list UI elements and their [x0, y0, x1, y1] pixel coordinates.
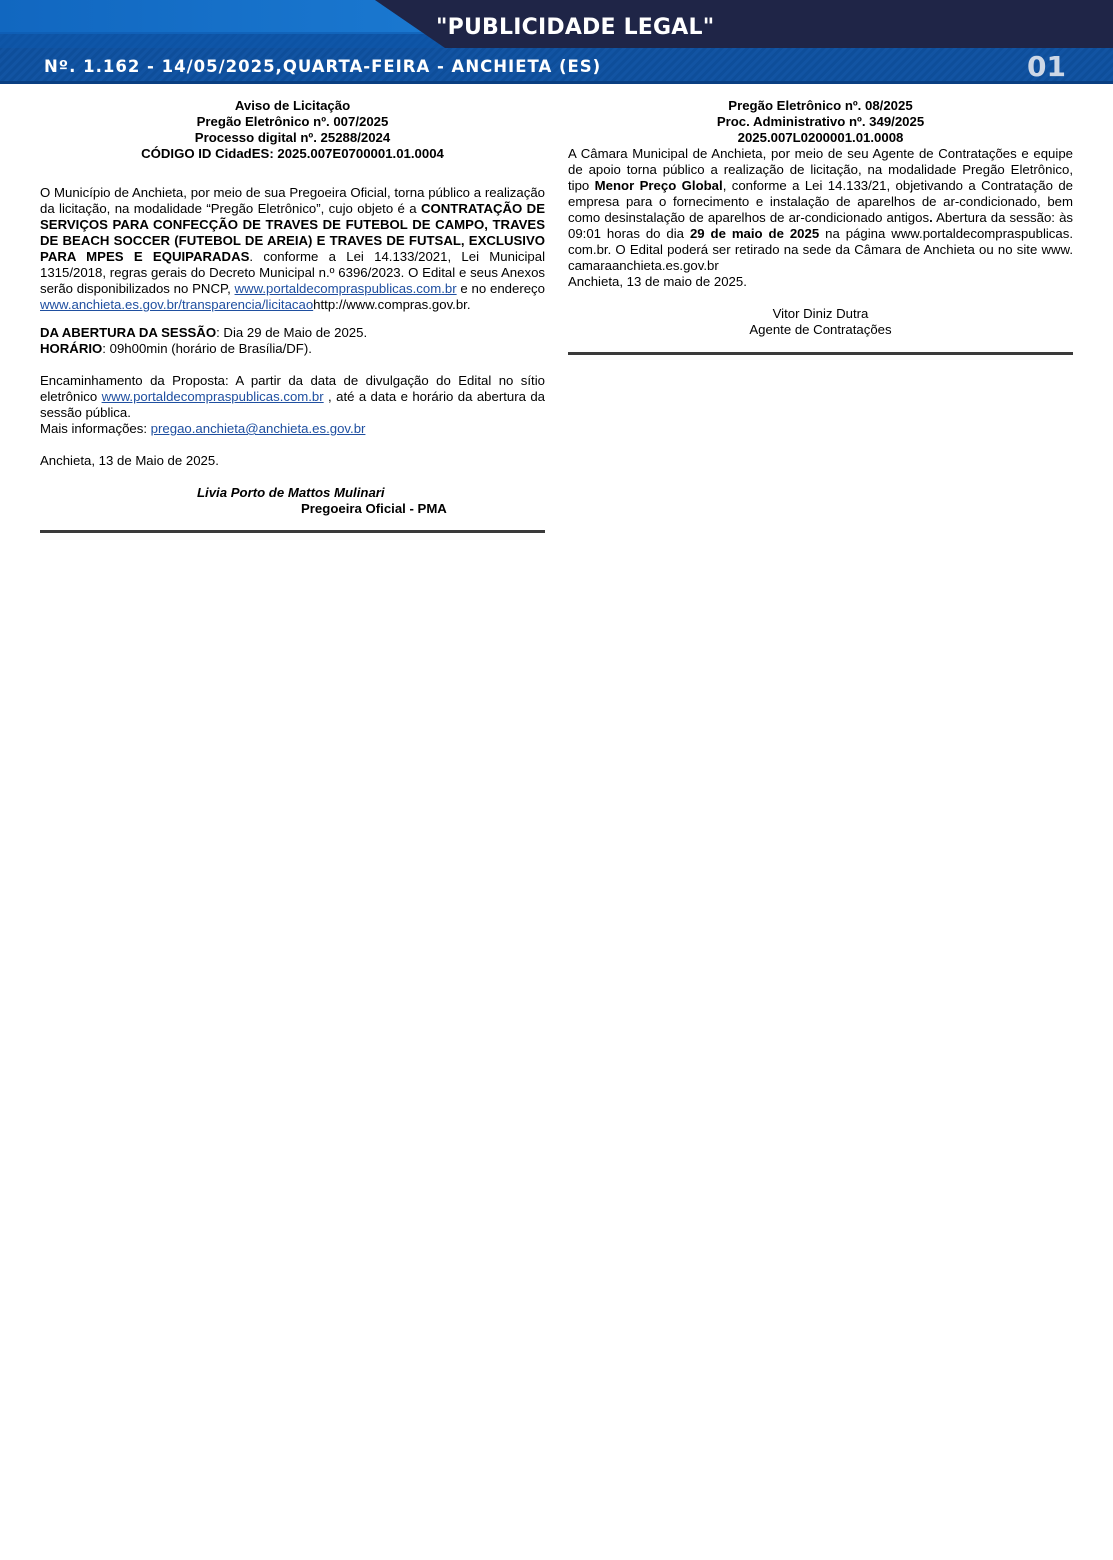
body-type: Menor Preço Global [594, 178, 723, 193]
page-number: 01 [1027, 50, 1066, 83]
time-value: : 09h00min (horário de Brasília/DF). [102, 341, 312, 356]
body-part: Abertura da sessão: às 09:01 horas do dia [568, 210, 1073, 241]
heading-line: CÓDIGO ID CidadES: 2025.007E0700001.01.0004 [141, 146, 444, 161]
opening-line [40, 325, 545, 341]
body-and: e no endereço [456, 281, 545, 296]
email-link[interactable]: pregao.anchieta@anchieta.es.gov.br [150, 421, 366, 436]
proposal-intro: Encaminhamento da Proposta: A partir da data de divulgação do Edital no sítio eletrônico [40, 373, 545, 404]
heading-line: Aviso de Licitação [234, 98, 351, 113]
date-line: Anchieta, 13 de maio de 2025. [568, 274, 747, 289]
body-dot: . [929, 210, 933, 225]
body-part: na página www.portaldecompraspublicas. com.br. O Edital poderá ser retirado na sede da Câmara de Anchieta ou no site www. camaraanchieta.es.gov.br [568, 226, 1073, 273]
publication-title: "PUBLICIDADE LEGAL" [436, 15, 715, 40]
body-part: , conforme a Lei 14.133/21, objetivando a Contratação de empresa para o fornecimento e instalação de aparelhos de ar-condicionado, bem como desinstalação de aparelhos de ar-condicionado antigos [568, 178, 1073, 225]
edition-line: Nº. 1.162 - 14/05/2025,QUARTA-FEIRA - ANCHIETA (ES) [44, 57, 602, 76]
signer-name: Livia Porto de Mattos Mulinari [197, 485, 385, 500]
body-compras: http://www.compras.gov.br. [313, 297, 471, 312]
right-notice-heading [568, 98, 1073, 146]
info-label: Mais informações: [40, 421, 151, 436]
heading-line: Pregão Eletrônico nº. 08/2025 [728, 98, 913, 113]
proposal-rest: , até a data e horário da abertura da sessão pública. [40, 389, 545, 420]
proposal-paragraph [40, 373, 545, 421]
body-object: CONTRATAÇÃO DE SERVIÇOS PARA CONFECÇÃO DE TRAVES DE FUTEBOL DE CAMPO, TRAVES DE BEACH SOCCER (FUTEBOL DE AREIA) E TRAVES DE FUTSAL, EXCLUSIVO PARA MPES E EQUIPARADAS [40, 201, 545, 264]
transparencia-link[interactable]: www.anchieta.es.gov.br/transparencia/licitacao [40, 297, 314, 312]
signer-name: Vitor Diniz Dutra [772, 306, 869, 321]
left-notice-body [40, 185, 545, 313]
opening-label: DA ABERTURA DA SESSÃO [40, 325, 217, 340]
proposal-portal-link[interactable]: www.portaldecompraspublicas.com.br [101, 389, 324, 404]
portal-link[interactable]: www.portaldecompraspublicas.com.br [234, 281, 457, 296]
heading-line: Pregão Eletrônico nº. 007/2025 [196, 114, 389, 129]
right-notice [568, 98, 1073, 355]
body-intro: O Município de Anchieta, por meio de sua Pregoeira Oficial, torna público a realização da licitação, na modalidade “Pregão Eletrônico”, cujo objeto é a [40, 185, 545, 216]
left-notice [40, 98, 545, 533]
heading-line: Processo digital nº. 25288/2024 [194, 130, 391, 145]
time-label: HORÁRIO [40, 341, 103, 356]
time-line [40, 341, 545, 357]
signer-role: Pregoeira Oficial - PMA [301, 501, 447, 516]
opening-value: : Dia 29 de Maio de 2025. [216, 325, 368, 340]
section-divider [568, 352, 1073, 355]
heading-line: Proc. Administrativo nº. 349/2025 [716, 114, 925, 129]
page-header [0, 0, 1113, 84]
heading-line: 2025.007L0200001.01.0008 [737, 130, 904, 145]
left-notice-heading [40, 98, 545, 162]
date-line: Anchieta, 13 de Maio de 2025. [40, 453, 219, 468]
body-rest: . conforme a Lei 14.133/2021, Lei Municipal 1315/2018, regras gerais do Decreto Municipal n.º 6396/2023. O Edital e seus Anexos serão disponibilizados no PNCP, [40, 249, 546, 296]
section-divider [40, 530, 545, 533]
right-notice-body [568, 146, 1073, 274]
info-line [40, 421, 545, 437]
body-part: A Câmara Municipal de Anchieta, por meio de seu Agente de Contratações e equipe de apoio torna público a realização de licitação, na modalidade Pregão Eletrônico, tipo [568, 146, 1073, 193]
body-date: 29 de maio de 2025 [689, 226, 820, 241]
signer-role: Agente de Contratações [749, 322, 892, 337]
